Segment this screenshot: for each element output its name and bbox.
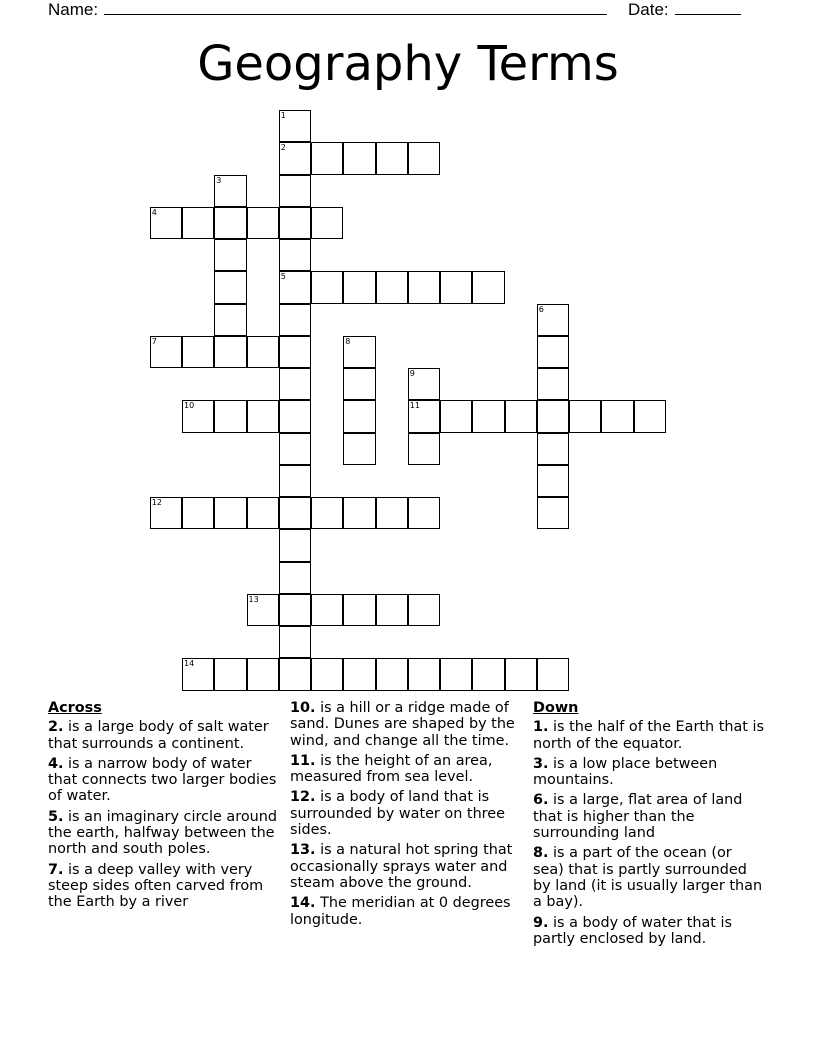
grid-cell[interactable] [537,400,569,432]
clue-number: 1. [533,719,549,736]
grid-cell[interactable] [472,400,504,432]
clue-across-13 [290,842,522,891]
grid-cell[interactable] [279,562,311,594]
down-heading: Down [533,700,579,716]
grid-cell[interactable] [279,400,311,432]
grid-cell[interactable] [408,497,440,529]
grid-cell[interactable] [279,142,311,174]
grid-cell[interactable] [343,336,375,368]
grid-cell[interactable] [343,497,375,529]
grid-cell[interactable] [343,433,375,465]
grid-cell[interactable] [343,142,375,174]
clues-column-2 [290,700,522,932]
date-field[interactable] [628,0,741,19]
grid-cell[interactable] [408,433,440,465]
grid-cell[interactable] [376,142,408,174]
clue-number: 14. [290,895,316,912]
grid-cell[interactable] [376,271,408,303]
cell-number: 8 [345,336,351,346]
grid-cell[interactable] [408,368,440,400]
grid-cell[interactable] [343,400,375,432]
cell-number: 5 [280,272,286,282]
grid-cell[interactable] [279,433,311,465]
grid-cell[interactable] [343,658,375,690]
name-field[interactable] [48,0,607,19]
clue-down-6 [533,792,765,841]
grid-cell[interactable] [279,336,311,368]
clue-number: 2. [48,719,64,736]
name-label: Name: [48,0,99,19]
grid-cell[interactable] [537,304,569,336]
clue-text: is a part of the ocean (or sea) that is partly surrounded by land (it is usually larger than a bay). [533,845,763,911]
grid-cell[interactable] [376,658,408,690]
grid-cell[interactable] [279,465,311,497]
grid-cell[interactable] [214,239,246,271]
cell-number: 4 [151,207,157,217]
grid-cell[interactable] [311,207,343,239]
grid-cell[interactable] [279,175,311,207]
grid-cell[interactable] [214,304,246,336]
grid-cell[interactable] [311,271,343,303]
clue-number: 11. [290,752,316,769]
clue-across-2 [48,719,280,752]
cell-number: 2 [280,143,286,153]
grid-cell[interactable] [343,368,375,400]
clue-across-14 [290,895,522,928]
grid-cell[interactable] [343,594,375,626]
across-heading: Across [48,700,102,716]
clue-down-8 [533,845,765,910]
grid-cell[interactable] [214,658,246,690]
clues-column-3 [533,700,765,951]
grid-cell[interactable] [214,175,246,207]
clue-text: is a deep valley with very steep sides often carved from the Earth by a river [48,861,264,911]
grid-cell[interactable] [279,658,311,690]
grid-cell[interactable] [601,400,633,432]
clue-text: is a body of water that is partly enclosed by land. [533,914,733,947]
clue-number: 6. [533,792,549,809]
grid-cell[interactable] [537,368,569,400]
clue-text: The meridian at 0 degrees longitude. [290,895,511,928]
grid-cell[interactable] [279,110,311,142]
clue-across-11 [290,753,522,786]
clue-across-12 [290,789,522,838]
grid-cell[interactable] [279,368,311,400]
cell-number: 13 [248,594,259,604]
clue-text: is the height of an area, measured from sea level. [290,752,493,786]
cell-number: 6 [538,304,544,314]
clue-down-3 [533,756,765,789]
clue-down-9 [533,915,765,948]
clue-text: is an imaginary circle around the earth, halfway between the north and south poles. [48,808,278,858]
cell-number: 3 [216,175,222,185]
cell-number: 1 [280,111,286,120]
clue-number: 13. [290,842,316,859]
grid-cell[interactable] [279,594,311,626]
page-title: Geography Terms [197,36,619,92]
grid-cell[interactable] [247,400,279,432]
clue-number: 4. [48,755,64,772]
grid-cell[interactable] [247,497,279,529]
cell-number: 10 [184,401,195,411]
clue-number: 10. [290,700,316,716]
grid-cell[interactable] [214,400,246,432]
grid-cell[interactable] [182,497,214,529]
grid-cell[interactable] [440,271,472,303]
grid-cell[interactable] [311,142,343,174]
grid-cell[interactable] [279,497,311,529]
grid-cell[interactable] [537,497,569,529]
grid-cell[interactable] [569,400,601,432]
grid-cell[interactable] [150,207,182,239]
grid-cell[interactable] [537,336,569,368]
clue-across-4 [48,756,280,805]
grid-cell[interactable] [505,400,537,432]
grid-cell[interactable] [440,400,472,432]
grid-cell[interactable] [214,336,246,368]
date-label: Date: [628,0,669,19]
clue-number: 7. [48,861,64,878]
grid-cell[interactable] [279,626,311,658]
grid-cell[interactable] [376,594,408,626]
grid-cell[interactable] [247,207,279,239]
date-blank[interactable] [675,0,741,15]
grid-cell[interactable] [311,497,343,529]
clue-number: 12. [290,789,316,806]
grid-cell[interactable] [505,658,537,690]
grid-cell[interactable] [182,336,214,368]
clue-text: is a low place between mountains. [533,755,718,789]
grid-cell[interactable] [150,336,182,368]
grid-cell[interactable] [537,465,569,497]
grid-cell[interactable] [182,400,214,432]
grid-cell[interactable] [537,433,569,465]
clue-across-7 [48,862,280,911]
cell-number: 14 [184,659,195,669]
grid-cell[interactable] [472,658,504,690]
cell-number: 9 [409,369,415,378]
clue-text: is a natural hot spring that occasionally sprays water and steam above the ground. [290,842,513,891]
cell-number: 11 [409,401,420,411]
grid-cell[interactable] [279,239,311,271]
clue-number: 9. [533,914,549,931]
grid-cell[interactable] [311,594,343,626]
clue-text: is a large, flat area of land that is higher than the surrounding land [533,792,743,842]
clue-text: is a narrow body of water that connects two larger bodies of water. [48,755,277,805]
clue-across-10 [290,700,522,749]
clue-number: 3. [533,755,549,772]
grid-cell[interactable] [376,497,408,529]
grid-cell[interactable] [440,658,472,690]
grid-cell[interactable] [279,207,311,239]
grid-cell[interactable] [182,658,214,690]
grid-cell[interactable] [634,400,666,432]
grid-cell[interactable] [150,497,182,529]
grid-cell[interactable] [214,207,246,239]
grid-cell[interactable] [279,271,311,303]
grid-cell[interactable] [343,271,375,303]
grid-cell[interactable] [279,304,311,336]
clue-text: is the half of the Earth that is north of the equator. [533,719,764,752]
grid-cell[interactable] [247,336,279,368]
clue-number: 8. [533,845,549,862]
clues-column-1 [48,700,280,915]
clue-across-5 [48,809,280,858]
grid-cell[interactable] [247,658,279,690]
grid-cell[interactable] [408,658,440,690]
grid-cell[interactable] [408,271,440,303]
clue-text: is a hill or a ridge made of sand. Dunes are shaped by the wind, and change all the time. [290,700,515,749]
clue-text: is a body of land that is surrounded by water on three sides. [290,789,505,839]
grid-cell[interactable] [182,207,214,239]
grid-cell[interactable] [408,142,440,174]
grid-cell[interactable] [279,529,311,561]
grid-cell[interactable] [214,271,246,303]
grid-cell[interactable] [247,594,279,626]
grid-cell[interactable] [537,658,569,690]
grid-cell[interactable] [214,497,246,529]
grid-cell[interactable] [408,594,440,626]
cell-number: 12 [151,498,162,507]
clue-text: is a large body of salt water that surrounds a continent. [48,719,269,752]
grid-cell[interactable] [408,400,440,432]
cell-number: 7 [151,336,157,346]
grid-cell[interactable] [472,271,504,303]
clue-number: 5. [48,808,64,825]
grid-cell[interactable] [311,658,343,690]
name-blank[interactable] [104,0,607,15]
clue-down-1 [533,719,765,752]
